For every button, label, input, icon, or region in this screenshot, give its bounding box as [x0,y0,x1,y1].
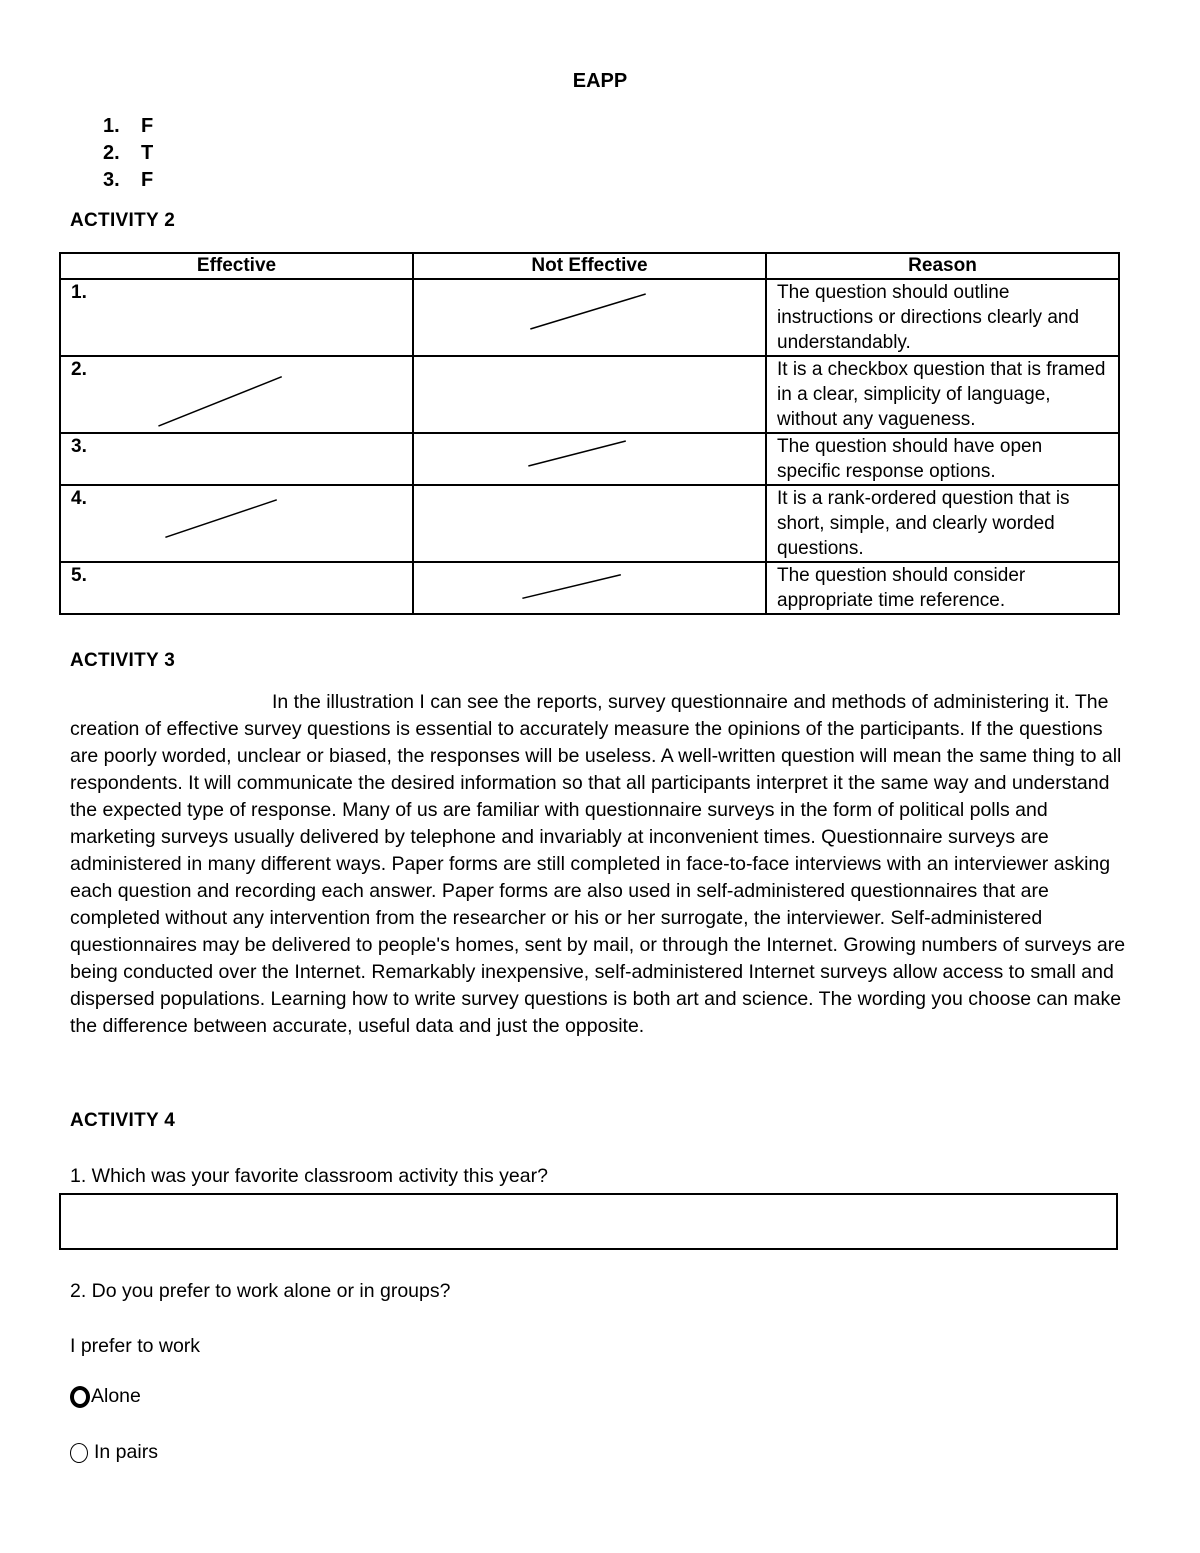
reason-text: It is a checkbox question that is framed in a clear, simplicity of language, without any vagueness. [777,359,1106,430]
reason-cell [766,433,1119,485]
question-1: 1. Which was your favorite classroom activity this year? [70,1165,548,1187]
header-not-effective: Not Effective [413,253,766,279]
row-number: 3. [71,436,87,457]
answer-number: 1. [103,115,120,137]
activity3-paragraph [70,689,1130,1040]
option-label: In pairs [94,1441,158,1463]
table-row [60,279,1119,356]
answer-value: T [141,142,154,164]
table-row [60,356,1119,433]
page-title: EAPP [572,70,628,92]
answer-input-box[interactable] [59,1193,1118,1250]
answer-value: F [141,115,154,137]
row-number: 1. [71,282,87,303]
answer-item [103,113,153,140]
not-effective-cell [413,562,766,614]
answer-number: 2. [103,142,120,164]
check-slash-mark [414,563,765,613]
check-slash-mark [414,280,765,355]
radio-circle-icon[interactable] [70,1386,90,1408]
effective-cell [60,356,413,433]
paragraph-text: In the illustration I can see the reports, survey questionnaire and methods of administering it. The creation of effective survey questions is essential to accurately measure the opinions of the participants. If the questions are poorly worded, unclear or biased, the responses will be useless. A well-written question will mean the same thing to all respondents. It will communicate the desired information so that all participants interpret it the same way and understand the expected type of response. Many of us are familiar with questionnaire surveys in the form of political polls and marketing surveys usually delivered by telephone and invariably at inconvenient times. Questionnaire surveys are administered in many different ways. Paper forms are still completed in face-to-face interviews with an interviewer asking each question and recording each answer. Paper forms are also used in self-administered questionnaires that are completed without any intervention from the researcher or his or her surrogate, the interviewer. Self-administered questionnaires may be delivered to people's homes, sent by mail, or through the Internet. Growing numbers of surveys are being conducted over the Internet. Remarkably inexpensive, self-administered Internet surveys allow access to small and dispersed populations. Learning how to write survey questions is both art and science. The wording you choose can make the difference between accurate, useful data and just the opposite. [70,691,1126,1037]
answer-number: 3. [103,169,120,191]
reason-text: The question should have open specific response options. [777,436,1043,482]
table-header-row [60,253,1119,279]
activity2-table [59,252,1120,615]
answer-list [103,113,153,194]
header-reason: Reason [766,253,1119,279]
table-row [60,485,1119,562]
answer-item [103,140,153,167]
reason-text: The question should outline instructions or directions clearly and understandably. [777,282,1080,353]
not-effective-cell [413,485,766,562]
activity4-heading: ACTIVITY 4 [70,1110,176,1131]
option-alone[interactable] [70,1385,141,1408]
question-2: 2. Do you prefer to work alone or in groups? [70,1280,451,1302]
reason-cell [766,279,1119,356]
activity2-heading: ACTIVITY 2 [70,210,176,231]
activity3-heading: ACTIVITY 3 [70,650,176,671]
reason-cell [766,485,1119,562]
table-row [60,433,1119,485]
row-number: 4. [71,488,87,509]
answer-item [103,167,153,194]
answer-value: F [141,169,154,191]
reason-cell [766,562,1119,614]
option-in-pairs[interactable] [70,1441,158,1464]
effective-cell [60,562,413,614]
reason-cell [766,356,1119,433]
prefer-label: I prefer to work [70,1335,201,1357]
not-effective-cell [413,356,766,433]
not-effective-cell [413,433,766,485]
row-number: 5. [71,565,87,586]
effective-cell [60,485,413,562]
not-effective-cell [413,279,766,356]
table-row [60,562,1119,614]
row-number: 2. [71,359,87,380]
radio-circle-icon[interactable] [70,1443,88,1463]
reason-text: The question should consider appropriate time reference. [777,565,1026,611]
effective-cell [60,433,413,485]
check-slash-mark [414,434,765,484]
option-label: Alone [91,1385,141,1407]
header-effective: Effective [60,253,413,279]
reason-text: It is a rank-ordered question that is short, simple, and clearly worded questions. [777,488,1070,559]
effective-cell [60,279,413,356]
